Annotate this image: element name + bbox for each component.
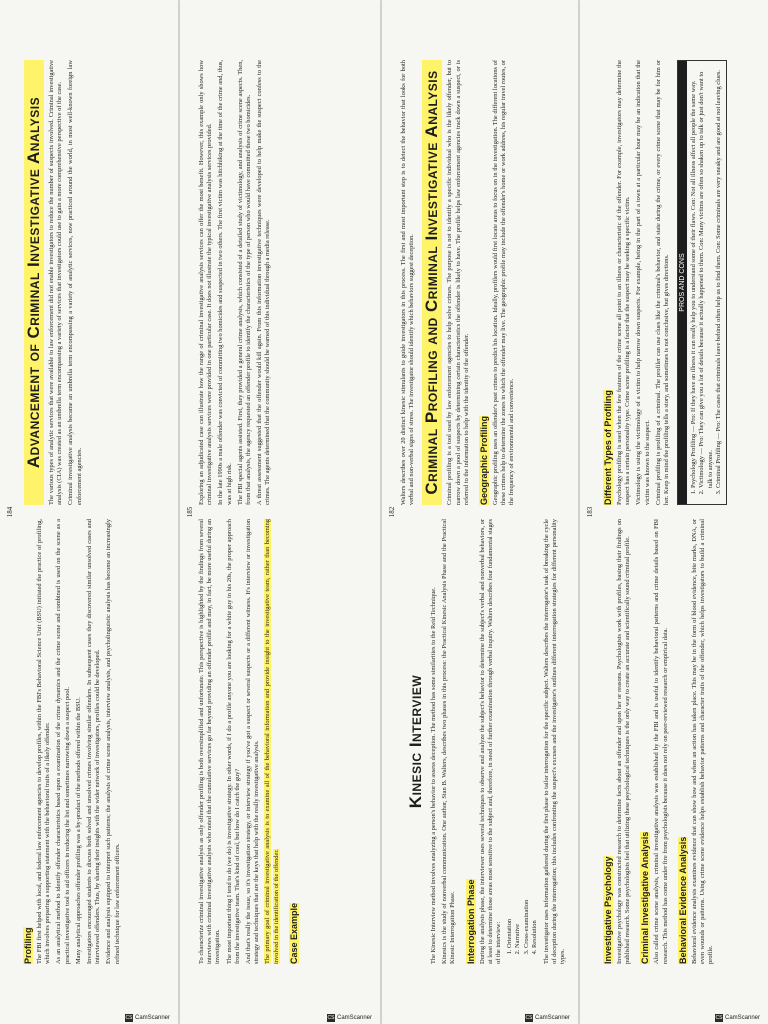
paragraph: Many analytical approaches offender profiling was a by-product of the methods offered within the BSU.: [74, 697, 82, 964]
chapter-title: Advancement of Criminal Investigative Analysis: [24, 60, 44, 505]
scanned-page-182: [382, 0, 578, 1024]
chapter-title: Kinesic Interview: [406, 674, 425, 809]
paragraph: Criminal profiling is a tool used by law enforcement agencies to help solve crimes. The purpose is not to identify a specific individual who is the likely offender, but to narrow down a pool of suspects by determining certain characteristics the offender is likely to have. The profile helps law enforcement agencies track down a suspect, or is referred to the information to help with the identity of the offender.: [446, 60, 470, 505]
list-item: 1. Orientation: [506, 519, 514, 948]
paragraph: The FBI first helped with local, and federal law enforcement agencies to develop profiles, within the FBI's Behavioral Science Unit (BSU) initiated the practice of profiling, which involves preparing a supporting statement with the behavioral traits of a likely offender.: [36, 519, 52, 964]
camscanner-logo-icon: CS: [525, 1015, 533, 1021]
paragraph: Also called crime scene analysis, criminal investigative analysis was established by the FBI and is useful to identify behavioral patterns and crime details based on FBI research. This method has come under fire from psychologists because it does not rely on peer-reviewed research or empirical data.: [653, 519, 669, 964]
paragraph: Investigators encouraged students to discuss both solved and unsolved crimes involving similar offenders. In subsequent cases they discovered similar unsolved cases and interviewed offenders. Thus, by sharing their insights with the wider network of investigators, profiles could be developed.: [86, 519, 102, 964]
paragraph: Geographic profiling uses an offender's past crimes to predict his location. Ideally, profilers would first locate areas to focus on in the investigation. The different locations of these crimes help to determine the zones in which the offender may live. The geographic profile may include the offender's home or work address, his regular travel routes, or the frequency of environmental and convenience.: [492, 60, 516, 505]
list-item: 4. Resolution: [531, 519, 539, 948]
paragraph: The Kinesic Interview method involves analyzing a person's behavior to assess deception. The method has some similarities to the Reid Technique.: [430, 587, 437, 964]
section-heading: Interrogation Phase: [465, 879, 476, 964]
page-number: 182: [388, 506, 396, 518]
section-heading: Behavioral Evidence Analysis: [677, 836, 688, 964]
paragraph: Victimology is using the victimology of a victim to help narrow down suspects. For example, being in the part of a town at a particular hour may be an indication that the victim was known to the suspect.: [635, 60, 651, 505]
camscanner-logo-icon: CS: [125, 1015, 133, 1021]
paragraph: The investigator uses information gathered during the first phase to tailor interrogation for the specific subject. Walters describes the interrogator's task of breaking the cycle of deception during the interrogation; this includes confronting the suspect's excuses and the investigator's outlines different interrogation strategies for different personality types.: [543, 519, 567, 964]
paragraph: Exploring an adjudicated case can illustrate how the range of criminal investigative analysis services can offer the most benefit. However, this example only shows how criminal investigative analysis services were provided in one particular case. It does not illustrate the typical investigative analysis services provided.: [198, 60, 214, 505]
page-number: 183: [586, 506, 594, 518]
paragraph: Behavioral evidence analysis examines evidence that can show how and when an action has taken place. This may be in the form of blood evidence, bite marks, DNA, or even wounds or patterns. Using crime scene evidence helps establish behavior patterns and character traits of the offender, which helps investigators to build a criminal profile.: [690, 519, 715, 964]
section-heading: Case Example: [288, 902, 299, 964]
paragraph: Criminal profiling is profiling of a criminal. The profiler can use clues like the criminal's behavior, and state during the crime, or every crime scene that may be for him or her. Keep in mind the profiling tells a story, and sometimes is not conclusive, but gives directions.: [654, 60, 671, 505]
box-title: PROS AND CONS: [678, 61, 687, 504]
paragraph: In the late 1990s a male offender was convicted of committing two homicides and suspected in two others. The first victim was hitchhiking at the time of the crime and, thus, was at high risk.: [217, 60, 233, 505]
scanned-page-185: [180, 0, 380, 1024]
paragraph: Kinesics is the study of nonverbal communication. One author, Stan B. Walters, describes two phases in this process: the Practical Kinesic Analysis Phase and the Practical Kinesic Interrogation Phase.: [441, 519, 457, 964]
section-heading: Criminal Investigative Analysis: [640, 831, 651, 964]
list-item: 1. Psychology Profiling — Pro: If they have an illness it can really help you to understand some of their flaws. Con: Not all illness affect all people the same way.: [690, 61, 698, 488]
section-heading: Different Types of Profiling: [603, 390, 613, 505]
paragraph: And that's really the issue, so it's investigation strategy, or interview strategy if you've got a suspect or several suspects or a different witness. It's interview or investigation strategy and techniques that are the keys that help with the really investigative analysis.: [245, 519, 261, 964]
scanner-label: CamScanner: [724, 1015, 760, 1021]
camscanner-logo-icon: CS: [715, 1015, 723, 1021]
section-heading: Geographic Profiling: [479, 415, 490, 505]
quote-paragraph: The most important thing I tend to do (we do) is investigative strategy. In other words, if I do a profile anyone you are looking for a white guy in his 20s, the proper approach from the investigative team. That's kind of cool, but how do I catch the guy?: [225, 519, 241, 964]
paragraph: Walters describes over 20 distinct kinesic stimulants to guide investigators in this process. The first and most important step is to detect the behavior that looks for both verbal and non-verbal signs of stress. The investigator should identify which behaviors suggest deception.: [400, 60, 416, 505]
paragraph: During the analysis phase, the interviewer uses several techniques to observe and analyze the subject's behavior to determine the subject's verbal and nonverbal behaviors, or at least to determine those areas most sensitive to the subject and, therefore, in need of further examination through verbal inquiry. Walters describes four fundamental stages of the interview:: [478, 519, 503, 964]
stage-list: [506, 519, 539, 948]
scanner-watermark: [125, 1014, 170, 1022]
paragraph: As an analytical method to identify offender characteristics based upon a examination of the crime dynamics and the crime scene and combined is used on the scene as a practical investigative tool to aid officers in reducing the list and sometimes narrowing down a suspect pool.: [55, 519, 71, 964]
scanner-label: CamScanner: [336, 1015, 372, 1021]
scanner-label: CamScanner: [134, 1015, 170, 1021]
camscanner-logo-icon: CS: [327, 1015, 335, 1021]
scanned-page-184: [0, 0, 178, 1024]
paragraph: Criminal investigative analysis became an umbrella term encompassing a variety of analytic services, now practiced around the world, in most well-known foreign law enforcement agencies.: [67, 60, 83, 505]
page-number: 184: [6, 506, 14, 518]
list-item: 2. Narrative: [514, 519, 522, 948]
paragraph: A threat assessment suggested that the offender would kill again. From this information investigative techniques were developed to help make the suspect confess to the crimes. The agents determined that the community should be warned of this individual through a media release.: [256, 60, 272, 505]
paragraph: Evidence and analysis equipped to interpret such patterns; the analysis of crime scene analysis, interview analysis, and psycholinguistic analysis has become an increasingly refined technique for law enforcement officers.: [105, 519, 121, 964]
page-number: 185: [186, 506, 194, 518]
list-item: 3. Cross-examination: [523, 519, 531, 948]
scanner-watermark: [715, 1014, 760, 1022]
scanner-watermark: [525, 1014, 570, 1022]
highlighted-paragraph: The primary goal of criminal investigative analysis is to examine all of the behavioral information and provide insight to the investigative team, rather than becoming involved in the identification of the offender.: [264, 519, 280, 964]
list-item: 3. Criminal Profiling — Pro: The cases that criminals leave behind often help us to find them. Con: Some criminals are very sneaky and are good at not leaving clues.: [715, 61, 723, 488]
scanner-label: CamScanner: [534, 1015, 570, 1021]
scanner-watermark: [327, 1014, 372, 1022]
list-item: 2. Victimology — Pro: They can give you a lot of details because it actually happened to them. Con: Many victims are often so shaken up to talk or just don't want to talk to anyone.: [698, 61, 714, 488]
section-heading: Investigative Psychology: [603, 856, 613, 964]
paragraph: Psychology profiling is used when the few features of the crime scene all point to an illness or characteristic of the offender. For example, investigators may determine the suspect has a certain personality type. Crime scene profiling is a factor that the suspect may be seeking a specific victim.: [616, 60, 632, 505]
scanned-page-183: [580, 0, 768, 1024]
paragraph: To characterize criminal investigative analysis as only offender profiling is both oversimplified and unfortunate. This perspective is highlighted by the findings from several interviews with criminal investigative analysts who noted that the cumulative services go far beyond providing an offender profile and may, in fact, be more useful during an investigation.: [198, 519, 222, 964]
section-heading: Profiling: [23, 927, 33, 964]
pros-and-cons-box: [677, 60, 727, 505]
paragraph: The various types of analytic services that were available to law enforcement did not enable investigators to reduce the number of suspects involved. Criminal investigative analysis (CIA) was created as an umbrella term encompassing a variety of services that investigators could use to gain a more comprehensive perspective of the case.: [48, 60, 64, 505]
paragraph: Investigative psychology was constructed research to determine facts about an offender and upon her or reasons. Psychologists work with profiles, basing their findings on published research. Some psychologists feel that utilizing these psychological techniques is the only way to create an accurate and scientifically sound criminal profile.: [616, 519, 632, 964]
paragraph: The FBI special agents assisted. First, they provided a general crime analysis, which consisted of a detailed study of victimology, and analysis of crime scene aspects. Then, from that analysis, the agency requested an offender profile to identify the characteristics of the type of person who would have committed these two homicides.: [236, 60, 253, 505]
chapter-title: Criminal Profiling and Criminal Investigative Analysis: [422, 60, 442, 505]
